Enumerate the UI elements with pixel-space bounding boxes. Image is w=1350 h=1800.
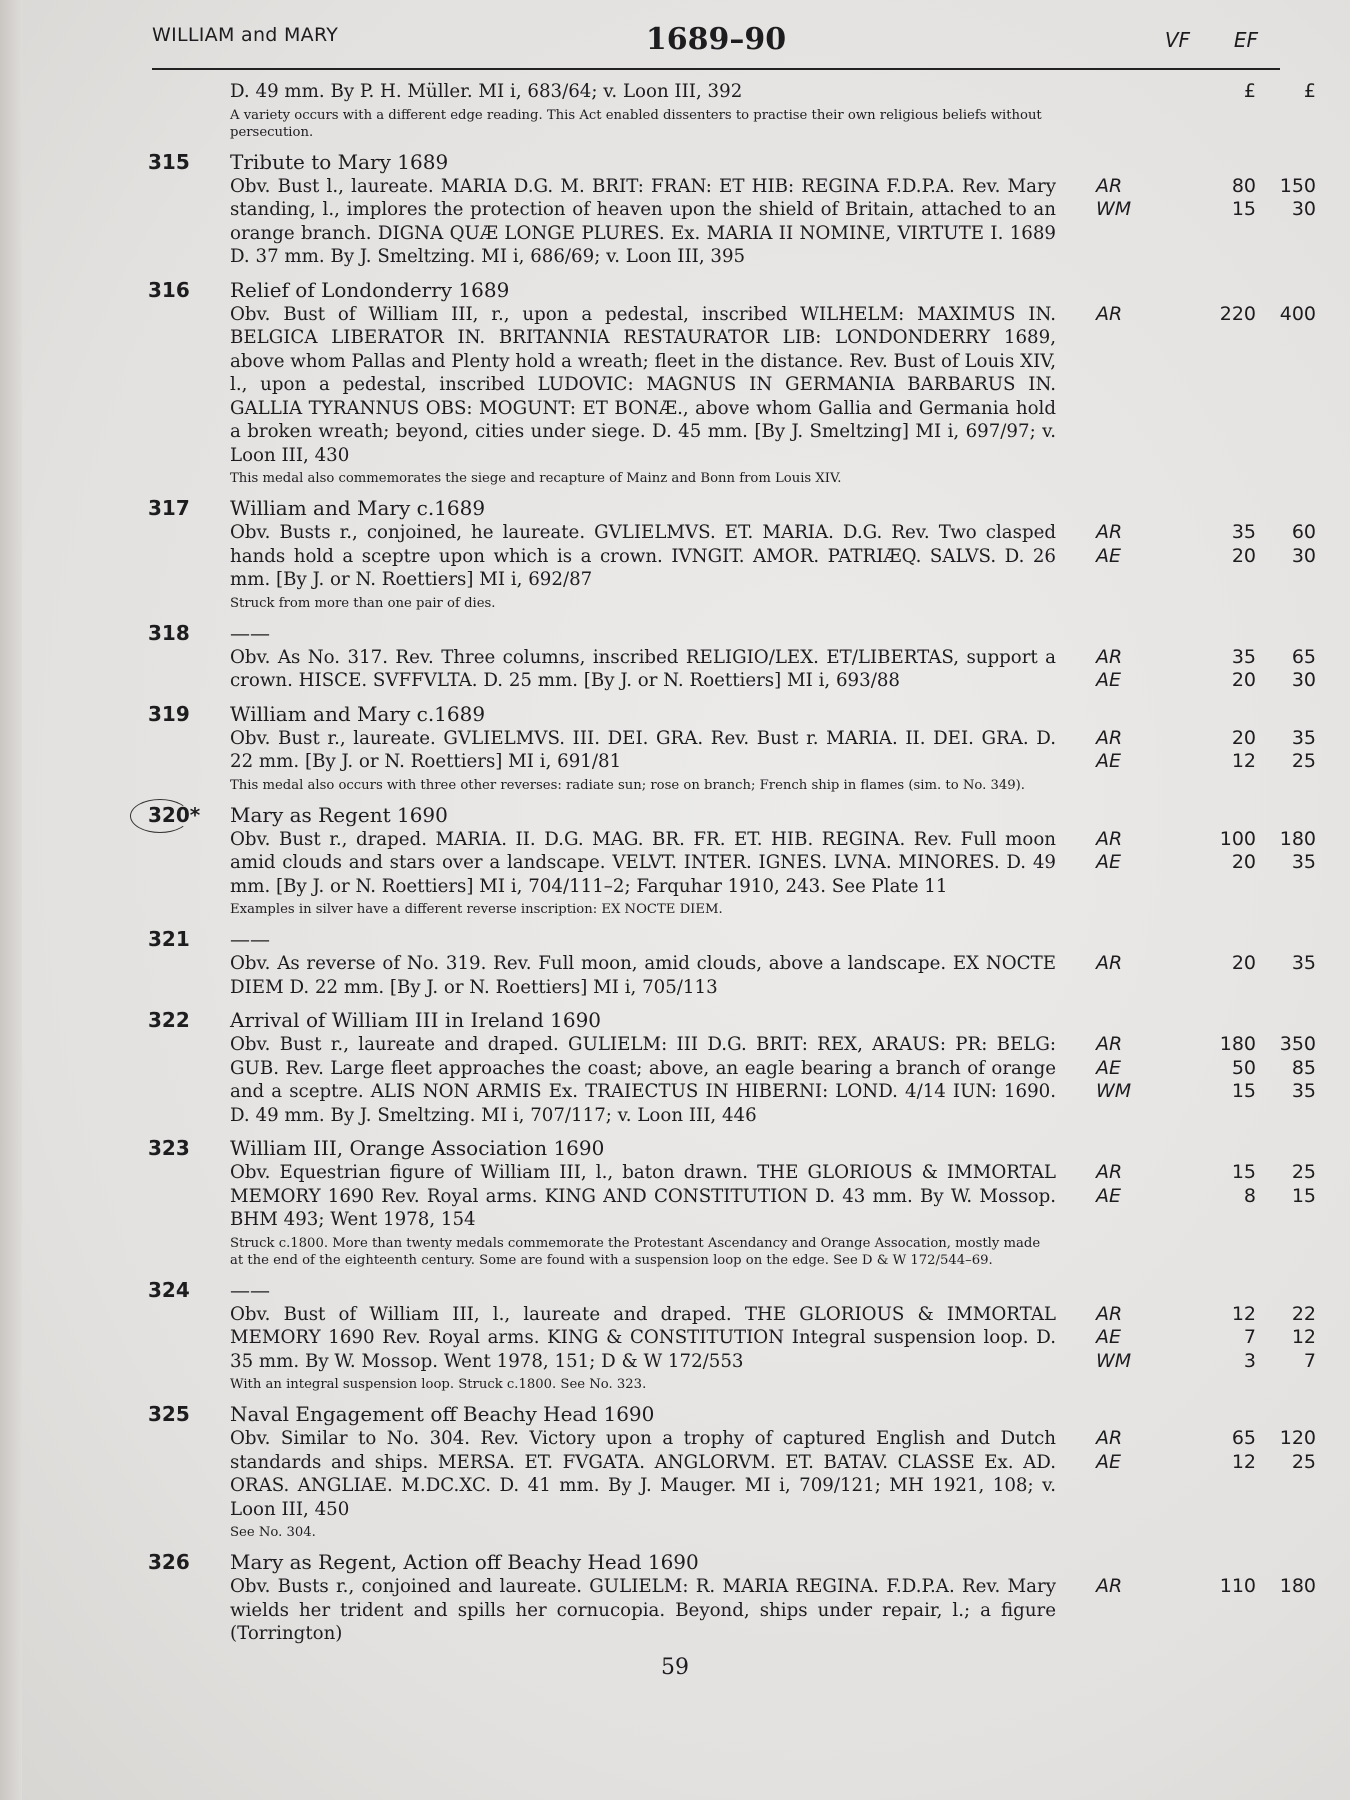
header-vf-column: VF: [1164, 28, 1190, 52]
vf-price: 220: [1219, 302, 1256, 325]
entry-description: Obv. As reverse of No. 319. Rev. Full moon, amid clouds, above a landscape. EX NOCTE DIEM D. 22 mm. [By J. or N. Roettiers] MI i, 705/113: [230, 953, 1056, 998]
value-row: [1096, 198, 1326, 222]
vf-price: 15: [1231, 198, 1256, 220]
vf-price: 20: [1231, 726, 1256, 749]
ef-price: 30: [1291, 669, 1316, 691]
entry-number: 326: [148, 1550, 190, 1574]
metal-code: AR: [1096, 174, 1123, 197]
value-row: [1096, 1185, 1326, 1209]
entry-title: Arrival of William III in Ireland 1690: [230, 1008, 602, 1032]
vf-price: 100: [1219, 827, 1256, 850]
metal-code: AR: [1096, 1302, 1123, 1325]
entry-note: See No. 304.: [230, 1525, 316, 1540]
metal-code: AR: [1096, 1427, 1123, 1449]
entry-note: Struck c.1800. More than twenty medals commemorate the Protestant Ascendancy and Orange Assocation, mostly made at the end of the eighteenth century. Some are found with a suspension loop on the edge. See D & W 172/544–69.: [230, 1235, 1041, 1268]
vf-price: 35: [1231, 645, 1256, 668]
ef-price: 30: [1291, 544, 1316, 567]
entry-title: Relief of Londonderry 1689: [230, 277, 510, 302]
value-row: [1096, 851, 1326, 875]
page-header: [152, 18, 1280, 70]
value-row: [1096, 669, 1326, 693]
value-table: [1096, 1161, 1326, 1208]
entry-description: Obv. Similar to No. 304. Rev. Victory upon a trophy of captured English and Dutch standards and ships. MERSA. ET. FVGATA. ANGLORVM. ET. BATAV. CLASSE Ex. AD. ORAS. ANGLIAE. M.DC.XC. D. 41 mm. By J. Mauger. MI i, 709/121; MH 1921, 108; v. Loon III, 450: [230, 1428, 1056, 1520]
metal-code: WM: [1096, 1080, 1132, 1102]
ef-price: 400: [1279, 302, 1316, 325]
value-row: [1096, 175, 1326, 199]
ef-price: 15: [1291, 1184, 1316, 1207]
value-row: [1096, 646, 1326, 670]
entry-number: 319: [148, 701, 190, 726]
entry-number: 316: [148, 277, 190, 302]
vf-currency: £: [1243, 80, 1256, 102]
entries-list: [0, 80, 1350, 1655]
entry-description: Obv. Bust r., laureate and draped. GULIELM: III D.G. BRIT: REX, ARAUS: PR: BELG: GUB. Rev. Large fleet approaches the coast; above, an eagle bearing a branch of orange and a sceptre. ALIS NON ARMIS Ex. TRAIECTUS IN HIBERNI: LOND. 4/14 IUN: 1690. D. 49 mm. By J. Smeltzing. MI i, 707/117; v. Loon III, 446: [230, 1034, 1056, 1126]
ef-price: 65: [1291, 645, 1316, 668]
catalogue-entry: [148, 1550, 1316, 1646]
entry-number: 325: [148, 1402, 190, 1426]
vf-price: 12: [1231, 1450, 1256, 1473]
ef-price: 7: [1303, 1349, 1316, 1372]
value-row: [1096, 1575, 1326, 1599]
metal-code: AE: [1096, 1326, 1122, 1348]
vf-price: 65: [1231, 1427, 1256, 1449]
header-ef-column: EF: [1233, 28, 1258, 52]
metal-code: AR: [1096, 521, 1123, 543]
metal-code: AE: [1096, 750, 1122, 772]
header-year-range: 1689–90: [645, 22, 787, 57]
ef-price: 30: [1291, 198, 1316, 220]
vf-price: 35: [1231, 521, 1256, 543]
metal-code: AE: [1096, 851, 1122, 873]
vf-price: 20: [1231, 952, 1256, 974]
entry-description: Obv. Bust r., laureate. GVLIELMVS. III. DEI. GRA. Rev. Bust r. MARIA. II. DEI. GRA. D. 22 mm. [By J. or N. Roettiers] MI i, 691/81: [230, 727, 1056, 772]
value-row: [1096, 303, 1326, 327]
ef-price: 150: [1279, 174, 1316, 197]
vf-price: 50: [1231, 1056, 1256, 1079]
metal-code: AE: [1096, 1184, 1122, 1207]
catalogue-entry: [148, 1402, 1316, 1541]
ef-price: 35: [1291, 1080, 1316, 1102]
ef-price: 25: [1291, 1161, 1316, 1183]
entry-title: ——: [230, 620, 270, 645]
vf-price: 20: [1231, 544, 1256, 567]
entry-note: Struck from more than one pair of dies.: [230, 595, 496, 611]
entry-title: Tribute to Mary 1689: [230, 149, 449, 174]
value-row: [1096, 952, 1326, 976]
metal-code: AE: [1096, 669, 1122, 691]
metal-code: AR: [1096, 827, 1123, 850]
catalogue-entry: [148, 927, 1316, 999]
catalogue-entry: [148, 802, 1316, 919]
entry-description: Obv. Equestrian figure of William III, l., baton drawn. THE GLORIOUS & IMMORTAL MEMORY 1690 Rev. Royal arms. KING AND CONSTITUTION D. 43 mm. By W. Mossop. BHM 493; Went 1978, 154: [230, 1162, 1056, 1230]
vf-price: 110: [1219, 1575, 1256, 1597]
value-row: [1096, 545, 1326, 569]
vf-price: 8: [1243, 1184, 1256, 1207]
value-row: [1096, 750, 1326, 774]
vf-price: 7: [1243, 1326, 1256, 1348]
metal-code: AE: [1096, 1056, 1122, 1079]
value-row: [1096, 727, 1326, 751]
value-table: [1096, 727, 1326, 774]
entry-description: Obv. Busts r., conjoined and laureate. GULIELM: R. MARIA REGINA. F.D.P.A. Rev. Mary wields her trident and spills her cornucopia. Beyond, ships under repair, l.; a figure (Torrington): [230, 1576, 1056, 1644]
catalogue-entry: [148, 1277, 1316, 1394]
entry-number: 318: [148, 620, 190, 645]
vf-price: 12: [1231, 750, 1256, 772]
value-table: [1096, 1575, 1326, 1599]
vf-price: 180: [1219, 1033, 1256, 1055]
catalogue-entry: [148, 620, 1316, 693]
ef-price: 25: [1291, 750, 1316, 772]
value-row: [1096, 1303, 1326, 1327]
entry-note: With an integral suspension loop. Struck c.1800. See No. 323.: [230, 1377, 647, 1392]
entry-title: ——: [230, 1277, 270, 1302]
value-table: [1096, 1427, 1326, 1474]
ef-price: 180: [1279, 827, 1316, 850]
ef-price: 35: [1291, 851, 1316, 873]
value-row: [1096, 1057, 1326, 1081]
metal-code: WM: [1096, 1349, 1132, 1372]
entry-description: Obv. Busts r., conjoined, he laureate. GVLIELMVS. ET. MARIA. D.G. Rev. Two clasped hands hold a sceptre upon which is a crown. IVNGIT. AMOR. PATRIÆQ. SALVS. D. 26 mm. [By J. or N. Roettiers] MI i, 692/87: [230, 522, 1056, 590]
ef-price: 180: [1279, 1575, 1316, 1597]
value-row: [1096, 828, 1326, 852]
vf-price: 12: [1231, 1302, 1256, 1325]
value-table: [1096, 80, 1326, 104]
value-row: [1096, 1326, 1326, 1350]
header-section-title: WILLIAM and MARY: [152, 24, 339, 46]
ef-price: 120: [1279, 1427, 1316, 1449]
entry-description: Obv. Bust l., laureate. MARIA D.G. M. BRIT: FRAN: ET HIB: REGINA F.D.P.A. Rev. Mary standing, l., implores the protection of heaven upon the shield of Britain, attached to an orange branch. DIGNA QUÆ LONGE PLURES. Ex. MARIA II NOMINE, VIRTUTE I. 1689 D. 37 mm. By J. Smeltzing. MI i, 686/69; v. Loon III, 395: [230, 175, 1056, 267]
catalogue-entry: [148, 149, 1316, 269]
vf-price: 20: [1231, 669, 1256, 691]
metal-code: AE: [1096, 1450, 1122, 1473]
catalogue-entry: [148, 277, 1316, 488]
value-row: [1096, 521, 1326, 545]
ef-price: 25: [1291, 1450, 1316, 1473]
entry-title: William and Mary c.1689: [230, 496, 486, 520]
entry-description: Obv. Bust of William III, l., laureate and draped. THE GLORIOUS & IMMORTAL MEMORY 1690 Rev. Royal arms. KING & CONSTITUTION Integral suspension loop. D. 35 mm. By W. Mossop. Went 1978, 151; D & W 172/553: [230, 1303, 1056, 1372]
ef-price: 35: [1291, 726, 1316, 749]
hand-drawn-circle-mark: [130, 799, 190, 833]
catalogue-entry: [148, 496, 1316, 612]
entry-description: Obv. Bust of William III, r., upon a pedestal, inscribed WILHELM: MAXIMUS IN. BELGICA LIBERATOR IN. BRITANNIA RESTAURATOR LIB: LONDONDERRY 1689, above whom Pallas and Plenty hold a wreath; fleet in the distance. Rev. Bust of Louis XIV, l., upon a pedestal, inscribed LUDOVIC: MAGNUS IN GERMANIA BARBARUS IN. GALLIA TYRANNUS OBS: MOGUNT: ET BONÆ., above whom Gallia and Germania hold a broken wreath; beyond, cities under siege. D. 45 mm. [By J. Smeltzing] MI i, 697/97; v. Loon III, 430: [230, 303, 1057, 466]
catalogue-entry: [148, 1008, 1316, 1127]
metal-code: WM: [1096, 198, 1132, 220]
ef-price: 85: [1291, 1056, 1316, 1079]
value-row: [1096, 1080, 1326, 1104]
entry-note: This medal also occurs with three other reverses: radiate sun; rose on branch; French ship in flames (sim. to No. 349).: [230, 777, 1025, 793]
value-row: [1096, 1350, 1326, 1374]
value-row: [1096, 1451, 1326, 1475]
catalogue-entry: [148, 1136, 1316, 1269]
value-row: [1096, 1033, 1326, 1057]
vf-price: 3: [1243, 1349, 1256, 1372]
entry-number: 320*: [148, 802, 201, 827]
vf-price: 20: [1231, 851, 1256, 873]
catalogue-entry: [148, 701, 1316, 794]
ef-price: 350: [1279, 1033, 1316, 1055]
entry-title: William and Mary c.1689: [230, 701, 486, 726]
entry-note: This medal also commemorates the siege and recapture of Mainz and Bonn from Louis XIV.: [230, 471, 842, 486]
value-table: [1096, 521, 1326, 568]
vf-price: 15: [1231, 1161, 1256, 1183]
entry-description: D. 49 mm. By P. H. Müller. MI i, 683/64; v. Loon III, 392: [230, 81, 743, 102]
value-table: [1096, 828, 1326, 875]
value-table: [1096, 952, 1326, 976]
ef-price: 12: [1291, 1326, 1316, 1348]
metal-code: AR: [1096, 1575, 1123, 1597]
value-table: [1096, 175, 1326, 222]
ef-price: 60: [1291, 521, 1316, 543]
entry-number: 322: [148, 1008, 190, 1032]
metal-code: AR: [1096, 726, 1123, 749]
entry-title: William III, Orange Association 1690: [230, 1136, 605, 1160]
entry-description: Obv. Bust r., draped. MARIA. II. D.G. MAG. BR. FR. ET. HIB. REGINA. Rev. Full moon amid clouds and stars over a landscape. VELVT. INTER. IGNES. LVNA. MINORES. D. 49 mm. [By J. or N. Roettiers] MI i, 704/111–2; Farquhar 1910, 243. See Plate 11: [230, 828, 1056, 897]
continuation-entry: [150, 80, 1316, 141]
metal-code: AR: [1096, 1161, 1123, 1183]
entry-title: ——: [230, 927, 270, 951]
metal-code: AR: [1096, 952, 1123, 974]
ef-price: 22: [1291, 1302, 1316, 1325]
entry-note: Examples in silver have a different reverse inscription: EX NOCTE DIEM.: [230, 902, 723, 917]
value-table: [1096, 1033, 1326, 1104]
metal-code: AR: [1096, 302, 1123, 325]
page-number: 59: [661, 1655, 689, 1680]
entry-number: 324: [148, 1277, 190, 1302]
entry-note: A variety occurs with a different edge reading. This Act enabled dissenters to practise their own religious beliefs without persecution.: [230, 107, 1042, 140]
value-table: [1096, 1303, 1326, 1374]
entry-number: 323: [148, 1136, 190, 1160]
value-table: [1096, 646, 1326, 693]
metal-code: AR: [1096, 645, 1123, 668]
entry-title: Naval Engagement off Beachy Head 1690: [230, 1402, 655, 1426]
ef-price: 35: [1291, 952, 1316, 974]
value-table: [1096, 303, 1326, 327]
metal-code: AR: [1096, 1033, 1123, 1055]
entry-number: 321: [148, 927, 190, 951]
value-row: [1096, 1427, 1326, 1451]
vf-price: 80: [1231, 174, 1256, 197]
metal-code: AE: [1096, 544, 1122, 567]
entry-number: 317: [148, 496, 190, 520]
entry-title: Mary as Regent 1690: [230, 802, 448, 827]
value-row: [1096, 1161, 1326, 1185]
ef-currency: £: [1303, 80, 1316, 102]
entry-title: Mary as Regent, Action off Beachy Head 1690: [230, 1550, 699, 1574]
vf-price: 15: [1231, 1080, 1256, 1102]
entry-number: 315: [148, 149, 190, 174]
entry-description: Obv. As No. 317. Rev. Three columns, inscribed RELIGIO/LEX. ET/LIBERTAS, support a crown. HISCE. SVFFVLTA. D. 25 mm. [By J. or N. Roettiers] MI i, 693/88: [230, 646, 1056, 691]
